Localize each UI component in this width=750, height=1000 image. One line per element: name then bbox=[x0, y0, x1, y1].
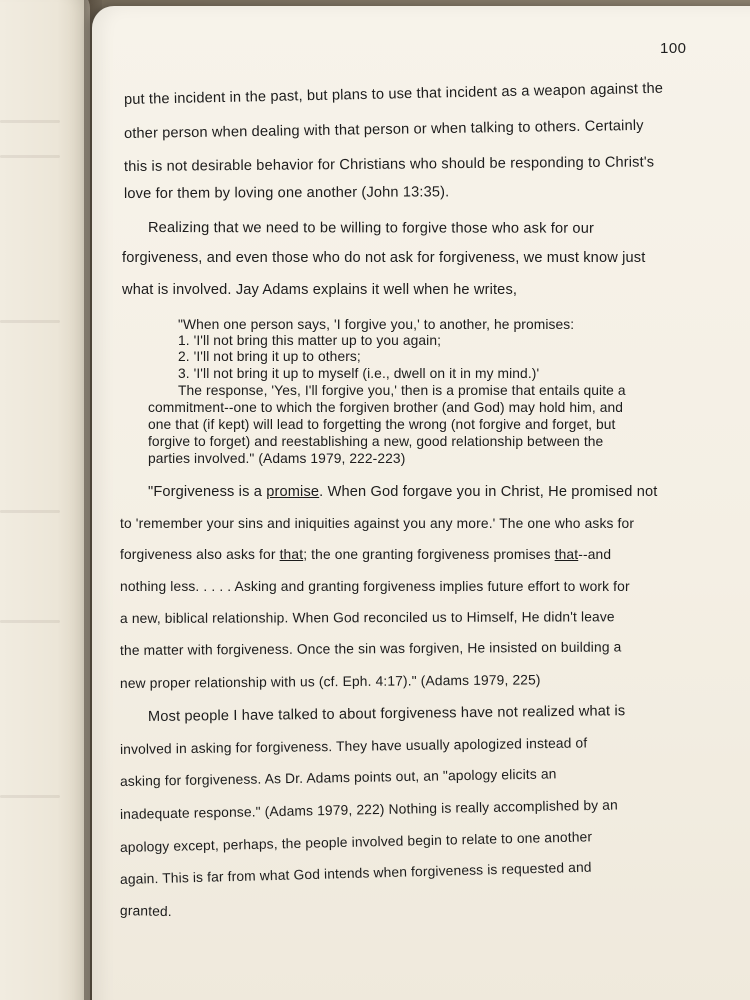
text-run: . When God forgave you in Christ, He promised not bbox=[319, 484, 658, 500]
left-page-ghost-text bbox=[0, 795, 60, 798]
body-line: again. This is far from what God intends when forgiveness is requested and bbox=[119, 859, 592, 887]
body-line: involved in asking for forgiveness. They have usually apologized instead of bbox=[119, 735, 588, 757]
body-line: what is involved. Jay Adams explains it well when he writes, bbox=[122, 282, 518, 298]
quote-line: "When one person says, 'I forgive you,' to another, he promises: bbox=[178, 317, 575, 332]
left-page-ghost-text bbox=[0, 620, 60, 623]
body-line: inadequate response." (Adams 1979, 222) Nothing is really accomplished by an bbox=[119, 797, 619, 822]
body-line: Most people I have talked to about forgiveness have not realized what is bbox=[147, 703, 626, 725]
text-run: --and bbox=[578, 547, 612, 562]
body-line: a new, biblical relationship. When God reconciled us to Himself, He didn't leave bbox=[119, 609, 615, 626]
underlined-word: that bbox=[279, 547, 304, 562]
left-page-ghost-text bbox=[0, 155, 60, 158]
text-run: ; the one granting forgiveness promises bbox=[303, 547, 555, 562]
text-run: "Forgiveness is a bbox=[148, 484, 267, 500]
right-page bbox=[92, 6, 750, 1000]
quote-line: commitment--one to which the forgiven brother (and God) may hold him, and bbox=[148, 400, 624, 415]
quote-line: 3. 'I'll not bring it up to myself (i.e., dwell on it in my mind.)' bbox=[178, 366, 540, 381]
body-line: the matter with forgiveness. Once the sin was forgiven, He insisted on building a bbox=[119, 639, 622, 658]
underlined-word: that bbox=[554, 547, 579, 562]
body-line: nothing less. . . . . Asking and granting forgiveness implies future effort to work for bbox=[120, 579, 630, 594]
quote-line: 2. 'I'll not bring it up to others; bbox=[178, 349, 361, 364]
text-run: forgiveness also asks for bbox=[120, 547, 280, 562]
quote-line: parties involved." (Adams 1979, 222-223) bbox=[148, 451, 406, 466]
body-line bbox=[148, 484, 657, 500]
body-line: this is not desirable behavior for Christians who should be responding to Christ's bbox=[123, 154, 655, 175]
left-page-ghost-text bbox=[0, 510, 60, 513]
page-number: 100 bbox=[660, 40, 687, 57]
body-line: forgiveness, and even those who do not ask for forgiveness, we must know just bbox=[122, 250, 646, 266]
body-line: put the incident in the past, but plans to use that incident as a weapon against the bbox=[123, 80, 664, 108]
quote-line: forgive to forget) and reestablishing a new, good relationship between the bbox=[148, 434, 604, 449]
body-line: other person when dealing with that person or when talking to others. Certainly bbox=[123, 117, 644, 142]
body-line: to 'remember your sins and iniquities against you any more.' The one who asks for bbox=[120, 516, 635, 531]
underlined-word: promise bbox=[266, 484, 320, 500]
left-page bbox=[0, 0, 90, 1000]
body-line: apology except, perhaps, the people involved begin to relate to one another bbox=[119, 829, 593, 855]
body-line: asking for forgiveness. As Dr. Adams points out, an "apology elicits an bbox=[119, 766, 557, 789]
quote-line: one that (if kept) will lead to forgetting the wrong (not forgive and forget, but bbox=[148, 417, 616, 432]
body-line: granted. bbox=[119, 903, 172, 920]
body-line bbox=[120, 547, 611, 562]
left-page-ghost-text bbox=[0, 120, 60, 123]
quote-line: 1. 'I'll not bring this matter up to you again; bbox=[178, 333, 442, 348]
body-line: love for them by loving one another (John 13:35). bbox=[123, 184, 450, 202]
quote-line: The response, 'Yes, I'll forgive you,' then is a promise that entails quite a bbox=[178, 383, 626, 398]
body-line: new proper relationship with us (cf. Eph. 4:17)." (Adams 1979, 225) bbox=[119, 672, 541, 691]
body-line: Realizing that we need to be willing to forgive those who ask for our bbox=[147, 220, 594, 237]
left-page-ghost-text bbox=[0, 320, 60, 323]
